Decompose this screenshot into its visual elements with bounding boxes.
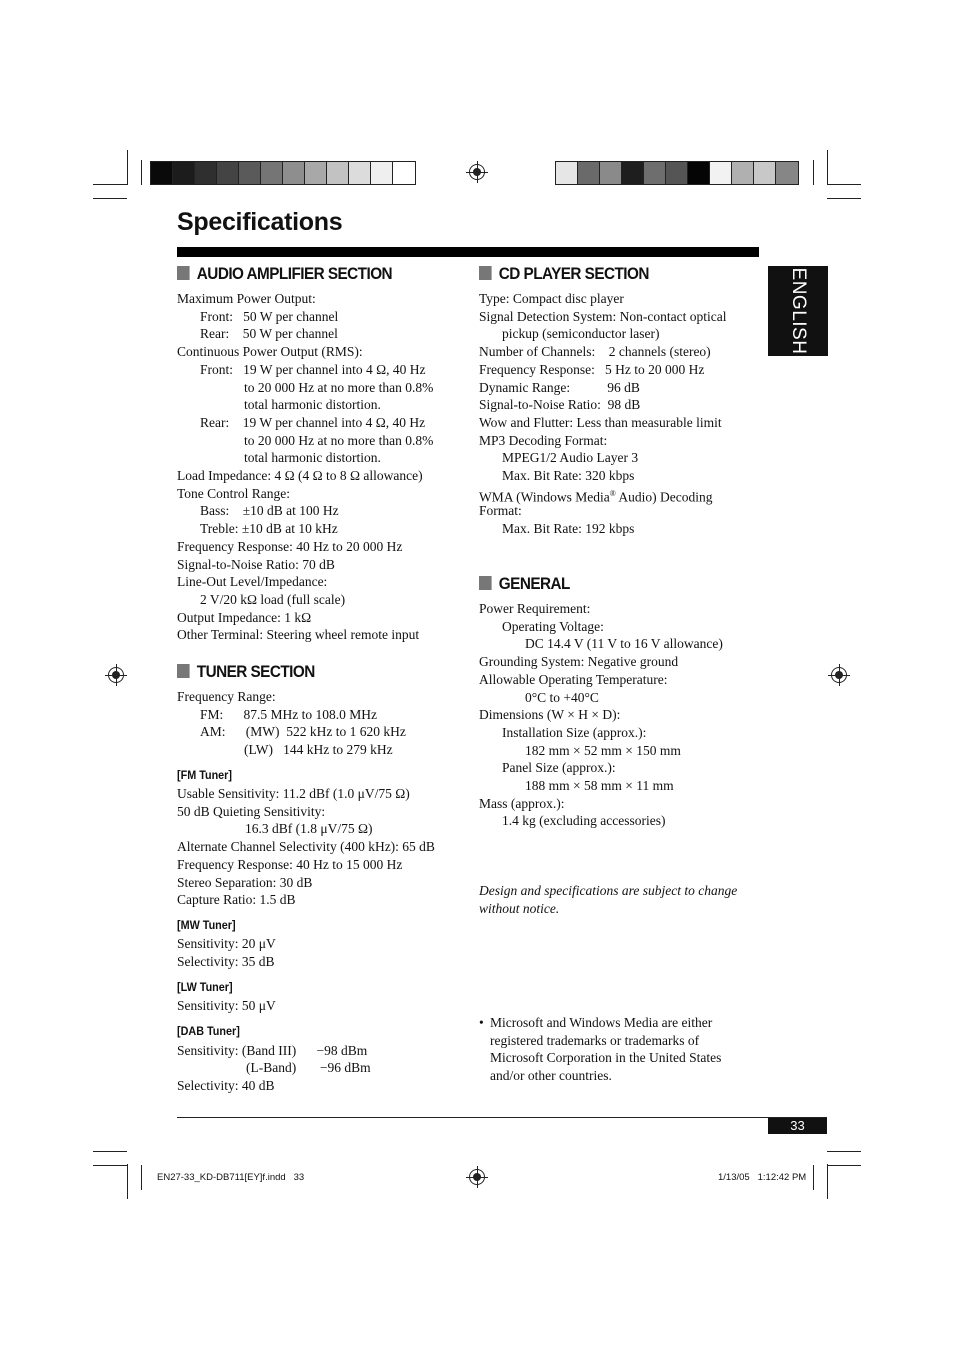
spec-line: Wow and Flutter: Less than measurable limit — [479, 414, 722, 430]
spec-line: Line-Out Level/Impedance: — [177, 574, 328, 590]
trademark-text: and/or other countries. — [490, 1068, 612, 1084]
spec-line: Signal Detection System: Non-contact optical — [479, 308, 727, 324]
spec-line: Number of Channels: 2 channels (stereo) — [479, 344, 711, 360]
spec-line: 2 V/20 kΩ load (full scale) — [200, 591, 346, 607]
spec-line: Continuous Power Output (RMS): — [177, 344, 363, 360]
page-number-tab — [768, 1118, 827, 1134]
crop-mark — [93, 1165, 127, 1166]
spec-line: Other Terminal: Steering wheel remote input — [177, 627, 420, 643]
spec-line: Signal-to-Noise Ratio: 70 dB — [177, 556, 335, 572]
crop-mark — [141, 160, 142, 185]
crop-mark — [827, 184, 861, 185]
spec-line: 1.4 kg (excluding accessories) — [502, 813, 666, 829]
crop-mark — [827, 1164, 828, 1199]
notice-text: Design and specifications are subject to change — [479, 883, 738, 898]
registration-mark-icon — [469, 164, 485, 180]
spec-line: 16.3 dBf (1.8 μV/75 Ω) — [245, 821, 373, 837]
spec-line: pickup (semiconductor laser) — [502, 326, 660, 342]
spec-line: WMA (Windows Media® Audio) Decoding — [479, 488, 713, 505]
registration-mark-icon — [108, 667, 124, 683]
spec-line: Front: 19 W per channel into 4 Ω, 40 Hz — [200, 361, 426, 377]
spec-line: Treble: ±10 dB at 10 kHz — [200, 521, 338, 537]
crop-mark — [127, 150, 128, 185]
spec-line: total harmonic distortion. — [244, 397, 381, 413]
spec-line: Mass (approx.): — [479, 795, 565, 811]
spec-line: Dynamic Range: 96 dB — [479, 379, 640, 395]
spec-line: 182 mm × 52 mm × 150 mm — [525, 742, 681, 758]
spec-line: Selectivity: 35 dB — [177, 953, 275, 969]
spec-line: Dimensions (W × H × D): — [479, 707, 621, 723]
spec-line: Frequency Response: 40 Hz to 20 000 Hz — [177, 538, 403, 554]
spec-line: Allowable Operating Temperature: — [479, 671, 668, 687]
spec-line: Frequency Response: 40 Hz to 15 000 Hz — [177, 856, 403, 872]
spec-line: Power Requirement: — [479, 601, 591, 616]
spec-line: 0°C to +40°C — [525, 689, 599, 705]
section-heading-audio-amplifier: AUDIO AMPLIFIER SECTION — [177, 264, 392, 284]
trademark-text: Microsoft and Windows Media are either — [490, 1015, 713, 1030]
crop-mark — [827, 150, 828, 185]
registration-mark-icon — [469, 1169, 485, 1185]
spec-line: Type: Compact disc player — [479, 291, 624, 306]
spec-line: total harmonic distortion. — [244, 450, 381, 466]
color-bar-right — [555, 161, 799, 185]
crop-mark — [93, 184, 127, 185]
spec-line: Operating Voltage: — [502, 618, 604, 634]
subheading-mw-tuner: [MW Tuner] — [177, 918, 236, 932]
spec-line: MP3 Decoding Format: — [479, 432, 608, 448]
section-heading-general: GENERAL — [479, 574, 570, 594]
spec-line: Sensitivity: 20 μV — [177, 936, 276, 951]
spec-line: Stereo Separation: 30 dB — [177, 874, 313, 890]
square-bullet-icon — [479, 266, 492, 280]
spec-line: Maximum Power Output: — [177, 291, 316, 306]
square-bullet-icon — [479, 576, 492, 590]
registration-mark-icon — [831, 667, 847, 683]
spec-line: to 20 000 Hz at no more than 0.8% — [244, 379, 434, 395]
footer-file-name: EN27-33_KD-DB711[EY]f.indd 33 — [157, 1172, 305, 1183]
page-title: Specifications — [177, 208, 343, 236]
spec-line: Tone Control Range: — [177, 485, 291, 501]
spec-line: AM: (MW) 522 kHz to 1 620 kHz — [200, 724, 406, 740]
subheading-lw-tuner: [LW Tuner] — [177, 980, 233, 994]
spec-line: Usable Sensitivity: 11.2 dBf (1.0 μV/75 Ω) — [177, 786, 410, 801]
language-tab — [768, 266, 828, 356]
spec-line: 50 dB Quieting Sensitivity: — [177, 803, 326, 819]
spec-line: (LW) 144 kHz to 279 kHz — [244, 742, 393, 758]
crop-mark — [93, 198, 127, 199]
language-tab-label: ENGLISH — [788, 267, 809, 355]
page-number: 33 — [790, 1118, 805, 1133]
crop-mark — [141, 1165, 142, 1190]
crop-mark — [827, 1151, 861, 1152]
crop-mark — [813, 160, 814, 185]
color-bar-left — [150, 161, 416, 185]
section-heading-cd-player: CD PLAYER SECTION — [479, 264, 649, 284]
section-heading-tuner: TUNER SECTION — [177, 662, 315, 682]
title-rule — [177, 247, 759, 257]
spec-line: Grounding System: Negative ground — [479, 654, 679, 670]
spec-line: Rear: 19 W per channel into 4 Ω, 40 Hz — [200, 414, 426, 430]
spec-line: (L-Band) −96 dBm — [246, 1060, 371, 1076]
subheading-fm-tuner: [FM Tuner] — [177, 768, 232, 782]
spec-line: Capture Ratio: 1.5 dB — [177, 892, 296, 908]
spec-line: Installation Size (approx.): — [502, 724, 647, 740]
trademark-text: Microsoft Corporation in the United States — [490, 1050, 722, 1066]
spec-line: FM: 87.5 MHz to 108.0 MHz — [200, 706, 378, 722]
spec-line: Signal-to-Noise Ratio: 98 dB — [479, 397, 641, 413]
footer-rule — [177, 1117, 827, 1118]
spec-line: Rear: 50 W per channel — [200, 326, 338, 342]
spec-line: 188 mm × 58 mm × 11 mm — [525, 778, 674, 793]
crop-mark — [813, 1165, 814, 1190]
crop-mark — [827, 198, 861, 199]
spec-line: Format: — [479, 503, 522, 519]
spec-line: MPEG1/2 Audio Layer 3 — [502, 450, 639, 466]
trademark-text: registered trademarks or trademarks of — [490, 1032, 700, 1048]
spec-line: Output Impedance: 1 kΩ — [177, 609, 312, 625]
spec-line: Front: 50 W per channel — [200, 308, 339, 324]
spec-line: Load Impedance: 4 Ω (4 Ω to 8 Ω allowance) — [177, 468, 423, 483]
spec-line: Frequency Range: — [177, 689, 276, 704]
spec-line: Max. Bit Rate: 320 kbps — [502, 468, 635, 483]
spec-line: Panel Size (approx.): — [502, 760, 616, 776]
notice-text: without notice. — [479, 900, 560, 916]
spec-line: Sensitivity: 50 μV — [177, 998, 276, 1013]
spec-line: Selectivity: 40 dB — [177, 1077, 275, 1093]
crop-mark — [127, 1164, 128, 1199]
spec-line: Frequency Response: 5 Hz to 20 000 Hz — [479, 361, 705, 377]
spec-line: DC 14.4 V (11 V to 16 V allowance) — [525, 636, 723, 652]
subheading-dab-tuner: [DAB Tuner] — [177, 1024, 240, 1038]
spec-line: to 20 000 Hz at no more than 0.8% — [244, 432, 434, 448]
bullet-icon: • — [479, 1015, 484, 1030]
crop-mark — [93, 1151, 127, 1152]
footer-date: 1/13/05 1:12:42 PM — [718, 1172, 807, 1183]
spec-line: Max. Bit Rate: 192 kbps — [502, 521, 635, 537]
spec-line: Alternate Channel Selectivity (400 kHz): 65 dB — [177, 839, 435, 855]
square-bullet-icon — [177, 664, 190, 678]
spec-line: Bass: ±10 dB at 100 Hz — [200, 503, 339, 519]
spec-line: Sensitivity: (Band III) −98 dBm — [177, 1042, 368, 1058]
square-bullet-icon — [177, 266, 190, 280]
crop-mark — [827, 1165, 861, 1166]
